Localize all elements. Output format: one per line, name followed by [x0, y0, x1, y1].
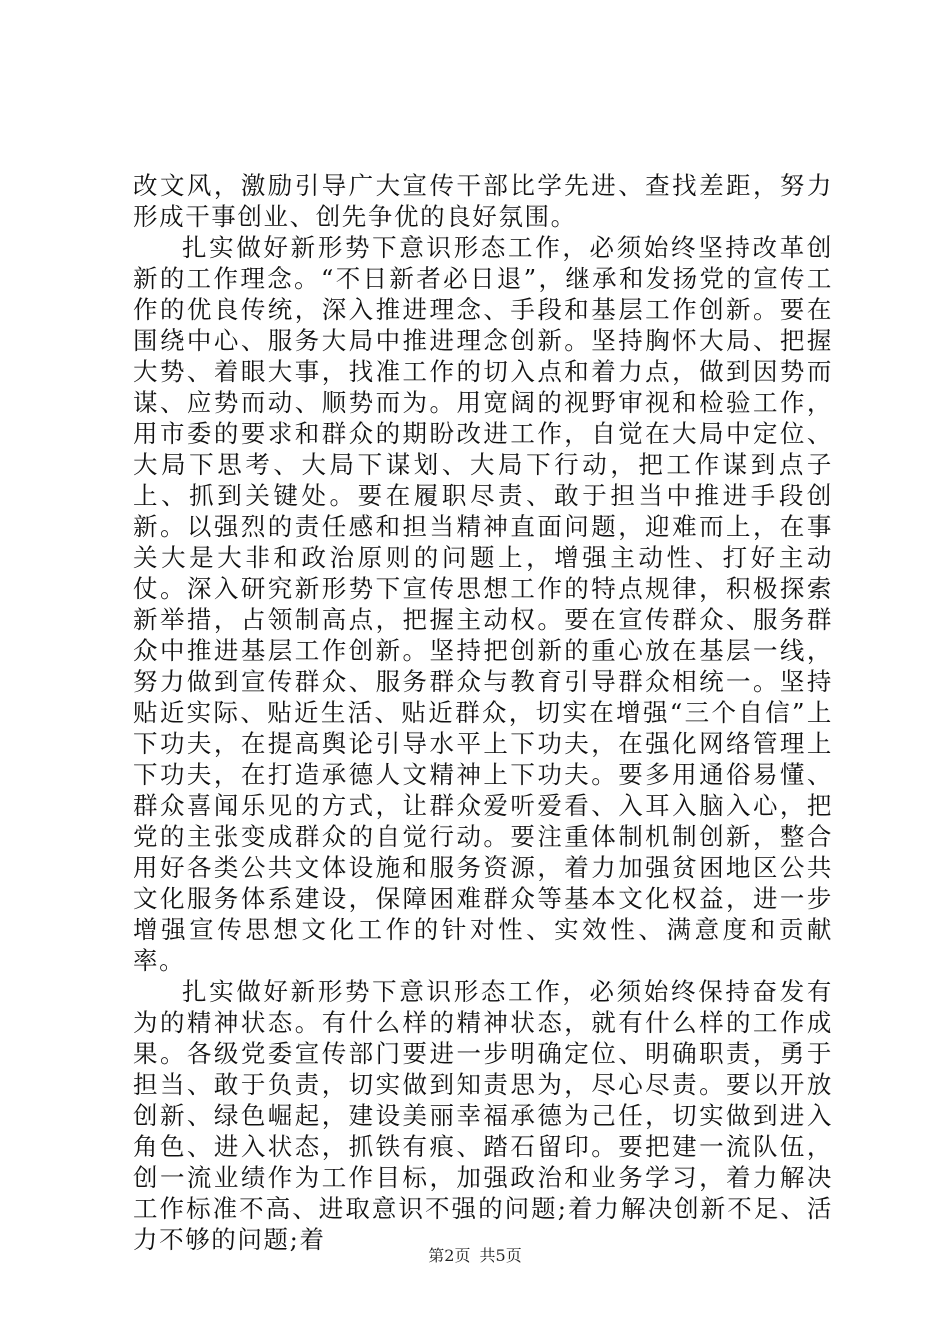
total-pages-label: 共5页: [479, 1246, 522, 1265]
paragraph-continuation: 改文风，激励引导广大宣传干部比学先进、查找差距，努力形成干事创业、创先争优的良好氛围。: [133, 171, 833, 231]
paragraph-reform-innovation: 扎实做好新形势下意识形态工作，必须始终坚持改革创新的工作理念。“不日新者必日退”，继承和发扬党的宣传工作的优良传统，深入推进理念、手段和基层工作创新。要在围绕中心、服务大局中推进理念创新。坚持胸怀大局、把握大势、着眼大事，找准工作的切入点和着力点，做到因势而谋、应势而动、顺势而为。用宽阔的视野审视和检验工作，用市委的要求和群众的期盼改进工作，自觉在大局中定位、大局下思考、大局下谋划、大局下行动，把工作谋到点子上、抓到关键处。要在履职尽责、敢于担当中推进手段创新。以强烈的责任感和担当精神直面问题，迎难而上，在事关大是大非和政治原则的问题上，增强主动性、打好主动仗。深入研究新形势下宣传思想工作的特点规律，积极探索新举措，占领制高点，把握主动权。要在宣传群众、服务群众中推进基层工作创新。坚持把创新的重心放在基层一线，努力做到宣传群众、服务群众与教育引导群众相统一。坚持贴近实际、贴近生活、贴近群众，切实在增强“三个自信”上下功夫，在提高舆论引导水平上下功夫，在强化网络管理上下功夫，在打造承德人文精神上下功夫。要多用通俗易懂、群众喜闻乐见的方式，让群众爱听爱看、入耳入脑入心，把党的主张变成群众的自觉行动。要注重体制机制创新，整合用好各类公共文体设施和服务资源，着力加强贫困地区公共文化服务体系建设，保障困难群众等基本文化权益，进一步增强宣传思想文化工作的针对性、实效性、满意度和贡献率。: [133, 233, 833, 975]
document-body: [133, 170, 833, 1255]
current-page-label: 第2页: [428, 1246, 471, 1265]
page-footer: [0, 1243, 950, 1266]
paragraph-spirit-state: 扎实做好新形势下意识形态工作，必须始终保持奋发有为的精神状态。有什么样的精神状态，就有什么样的工作成果。各级党委宣传部门要进一步明确定位、明确职责，勇于担当、敢于负责，切实做到知责思为，尽心尽责。要以开放创新、绿色崛起，建设美丽幸福承德为己任，切实做到进入角色、进入状态，抓铁有痕、踏石留印。要把建一流队伍，创一流业绩作为工作目标，加强政治和业务学习，着力解决工作标准不高、进取意识不强的问题;着力解决创新不足、活力不够的问题;着: [133, 977, 833, 1254]
